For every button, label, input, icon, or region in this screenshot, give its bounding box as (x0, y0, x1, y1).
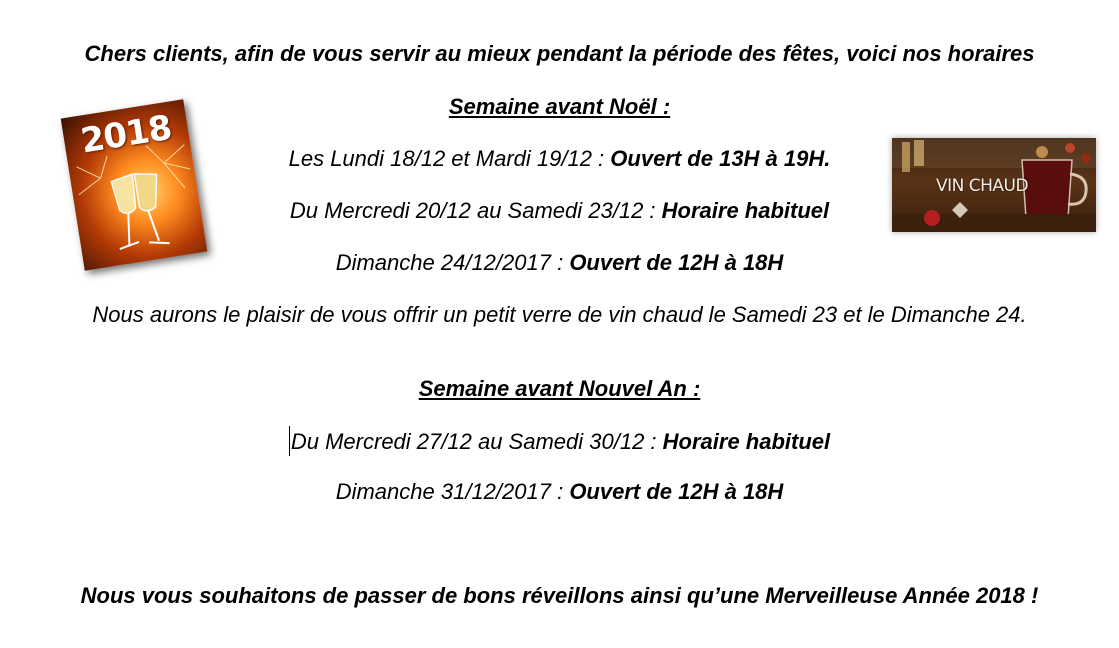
closing-wishes: Nous vous souhaitons de passer de bons réveillons ainsi qu’une Merveilleuse Année 2018 ! (80, 583, 1039, 608)
intro-text: Chers clients, afin de vous servir au mieux pendant la période des fêtes, voici nos horaires (84, 41, 1035, 66)
row-hours: Ouvert de 12H à 18H (569, 250, 784, 275)
row-hours: Ouvert de 13H à 19H. (610, 146, 831, 171)
new-year-2018-image (61, 99, 208, 271)
nouvel-an-row-2 (0, 478, 1119, 506)
nouvel-an-row-1 (0, 426, 1119, 456)
nouvel-an-heading: Semaine avant Nouvel An : (418, 376, 701, 401)
row-label: Dimanche 24/12/2017 : (335, 250, 570, 275)
row-label: Les Lundi 18/12 et Mardi 19/12 : (288, 146, 611, 171)
vin-chaud-note: Nous aurons le plaisir de vous offrir un petit verre de vin chaud le Samedi 23 et le Dimanche 24. (92, 302, 1027, 327)
text-cursor[interactable] (289, 426, 290, 456)
row-label: Du Mercredi 27/12 au Samedi 30/12 : (290, 429, 663, 454)
row-hours: Horaire habituel (662, 429, 831, 454)
image-caption: VIN CHAUD (936, 176, 1029, 196)
row-hours: Horaire habituel (661, 198, 830, 223)
vin-chaud-image (892, 138, 1096, 232)
row-hours: Ouvert de 12H à 18H (569, 479, 784, 504)
image-year-text: 2018 (78, 107, 174, 162)
noel-heading: Semaine avant Noël : (448, 94, 671, 119)
row-label: Du Mercredi 20/12 au Samedi 23/12 : (289, 198, 662, 223)
row-label: Dimanche 31/12/2017 : (335, 479, 570, 504)
